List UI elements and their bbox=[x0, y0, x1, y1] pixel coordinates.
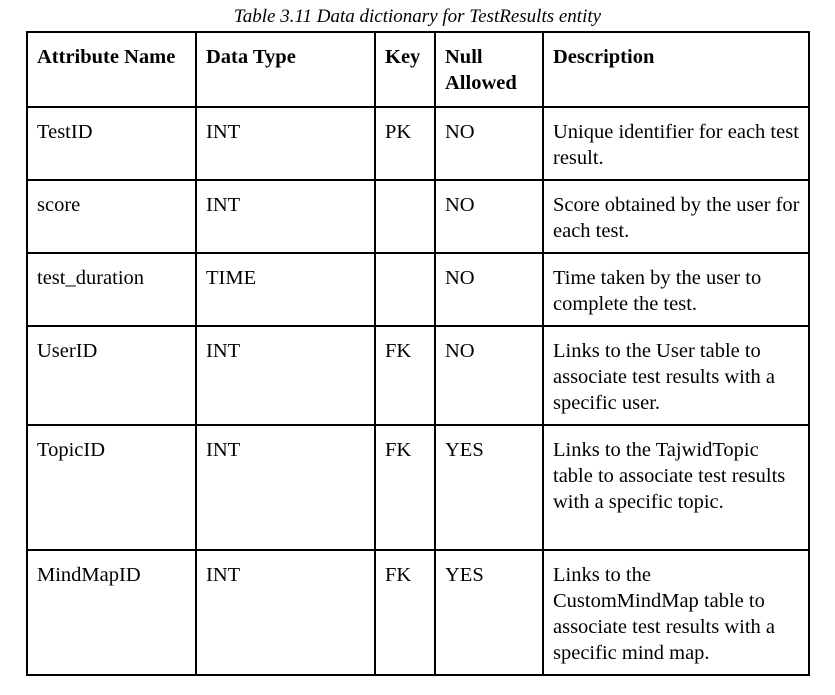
cell-key: FK bbox=[375, 425, 435, 550]
cell-attribute-name: MindMapID bbox=[27, 550, 196, 675]
table-row bbox=[27, 180, 809, 253]
cell-null-allowed: NO bbox=[435, 107, 543, 180]
cell-description: Unique identifier for each test result. bbox=[543, 107, 809, 180]
data-dictionary-table bbox=[26, 31, 810, 676]
cell-description: Score obtained by the user for each test. bbox=[543, 180, 809, 253]
cell-data-type: INT bbox=[196, 425, 375, 550]
cell-key: FK bbox=[375, 326, 435, 425]
cell-null-allowed: YES bbox=[435, 425, 543, 550]
cell-data-type: INT bbox=[196, 107, 375, 180]
cell-null-allowed: NO bbox=[435, 253, 543, 326]
cell-key bbox=[375, 253, 435, 326]
cell-key: FK bbox=[375, 550, 435, 675]
header-null-allowed: Null Allowed bbox=[435, 32, 543, 107]
cell-null-allowed: YES bbox=[435, 550, 543, 675]
table-row bbox=[27, 550, 809, 675]
cell-description: Time taken by the user to complete the test. bbox=[543, 253, 809, 326]
cell-key bbox=[375, 180, 435, 253]
cell-data-type: INT bbox=[196, 326, 375, 425]
header-description: Description bbox=[543, 32, 809, 107]
table-header-row bbox=[27, 32, 809, 107]
cell-data-type: TIME bbox=[196, 253, 375, 326]
cell-attribute-name: UserID bbox=[27, 326, 196, 425]
cell-attribute-name: test_duration bbox=[27, 253, 196, 326]
cell-attribute-name: TopicID bbox=[27, 425, 196, 550]
cell-key: PK bbox=[375, 107, 435, 180]
cell-description: Links to the TajwidTopic table to associate test results with a specific topic. bbox=[543, 425, 809, 550]
table-row bbox=[27, 107, 809, 180]
cell-null-allowed: NO bbox=[435, 326, 543, 425]
table-row bbox=[27, 425, 809, 550]
header-data-type: Data Type bbox=[196, 32, 375, 107]
table-caption: Table 3.11 Data dictionary for TestResults entity bbox=[233, 6, 602, 27]
cell-data-type: INT bbox=[196, 550, 375, 675]
table-row bbox=[27, 326, 809, 425]
cell-attribute-name: TestID bbox=[27, 107, 196, 180]
cell-description: Links to the User table to associate test results with a specific user. bbox=[543, 326, 809, 425]
cell-null-allowed: NO bbox=[435, 180, 543, 253]
cell-data-type: INT bbox=[196, 180, 375, 253]
table-row bbox=[27, 253, 809, 326]
header-key: Key bbox=[375, 32, 435, 107]
cell-description: Links to the CustomMindMap table to associate test results with a specific mind map. bbox=[543, 550, 809, 675]
header-attribute-name: Attribute Name bbox=[27, 32, 196, 107]
cell-attribute-name: score bbox=[27, 180, 196, 253]
